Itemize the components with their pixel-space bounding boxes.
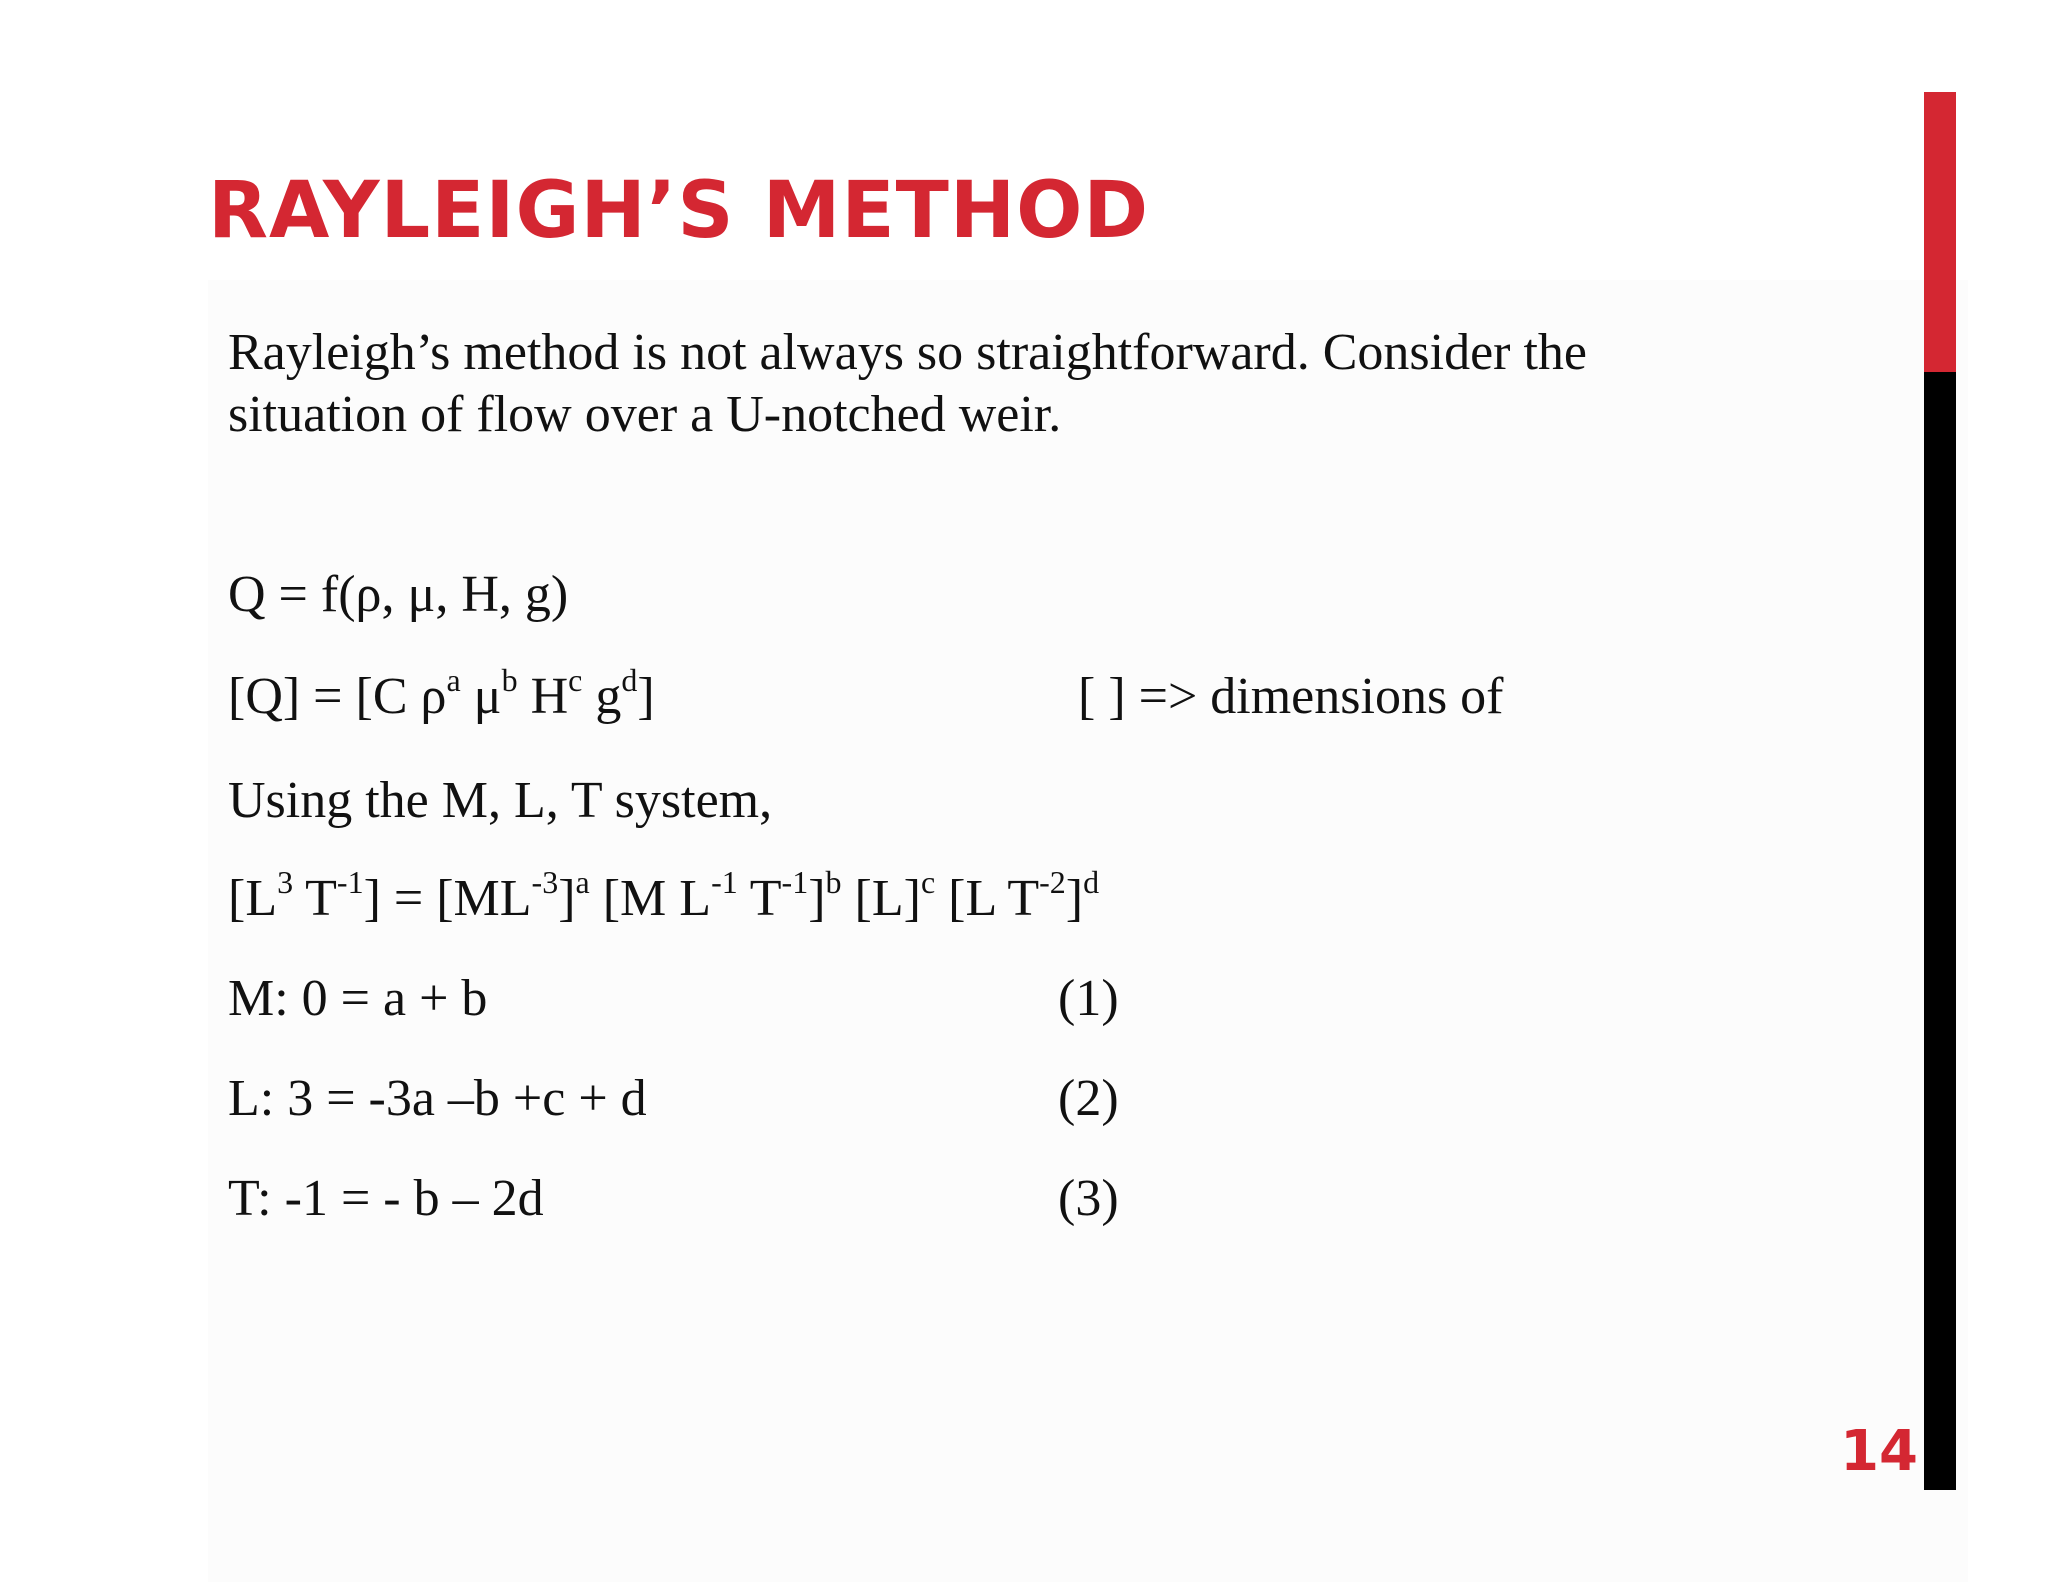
- mlt-part: ]: [808, 870, 826, 927]
- equation-number-2: (2): [1058, 1070, 1119, 1127]
- mlt-part: [L T: [935, 870, 1040, 927]
- content-image-panel: [208, 280, 1968, 1582]
- slide-title: RAYLEIGH’S METHOD: [208, 166, 1150, 256]
- mlt-part: T: [737, 870, 782, 927]
- mlt-part: [L]: [841, 870, 921, 927]
- mlt-exponent: b: [825, 864, 842, 900]
- dim-eq-lhs: [Q] = [C ρ: [228, 668, 447, 725]
- dim-eq-mu: μ: [460, 668, 502, 725]
- t-equation: T: -1 = - b – 2d: [228, 1170, 544, 1227]
- mlt-exponent: c: [920, 864, 936, 900]
- mlt-part: [M L: [589, 870, 712, 927]
- accent-bar-red: [1924, 92, 1956, 372]
- mlt-exponent: -1: [711, 864, 738, 900]
- mlt-exponent: d: [1083, 864, 1100, 900]
- intro-line-1: Rayleigh’s method is not always so straightforward. Consider the: [228, 324, 1588, 381]
- l-equation-row: [228, 1068, 1228, 1130]
- m-equation-row: [228, 968, 1228, 1030]
- page-number: 14: [1840, 1419, 1918, 1484]
- mlt-part: ]: [1065, 870, 1084, 927]
- l-equation: L: 3 = -3a –b +c + d: [228, 1070, 647, 1127]
- mlt-part: [L: [228, 870, 278, 927]
- exponent-d: d: [621, 662, 638, 698]
- exponent-a: a: [446, 662, 461, 698]
- accent-bar-black: [1924, 372, 1956, 1490]
- function-relation-equation: Q = f(ρ, μ, H, g): [228, 566, 569, 623]
- mlt-exponent: -2: [1039, 864, 1066, 900]
- intro-paragraph: [228, 322, 1768, 447]
- mlt-exponent: a: [575, 864, 590, 900]
- mlt-exponent: 3: [277, 864, 294, 900]
- mlt-part: T: [293, 870, 337, 927]
- dim-eq-h: H: [517, 668, 569, 725]
- mlt-exponent: -1: [336, 864, 364, 900]
- system-statement: Using the M, L, T system,: [228, 772, 773, 829]
- mlt-exponent: -3: [531, 864, 559, 900]
- mlt-part: ]: [558, 870, 576, 927]
- dimensional-equation: [228, 662, 1628, 728]
- exponent-b: b: [501, 662, 518, 698]
- mlt-dimensional-equation: [228, 864, 1100, 930]
- t-equation-row: [228, 1168, 1228, 1230]
- intro-line-2: situation of flow over a U-notched weir.: [228, 386, 1062, 444]
- dim-eq-g: g: [582, 668, 622, 725]
- equation-number-3: (3): [1058, 1170, 1119, 1227]
- mlt-exponent: -1: [781, 864, 809, 900]
- mlt-part: ] = [ML: [363, 870, 532, 927]
- dim-eq-close: ]: [637, 668, 655, 725]
- bracket-note: [ ] => dimensions of: [1078, 668, 1504, 725]
- m-equation: M: 0 = a + b: [228, 970, 488, 1027]
- equation-number-1: (1): [1058, 970, 1119, 1027]
- exponent-c: c: [568, 662, 583, 698]
